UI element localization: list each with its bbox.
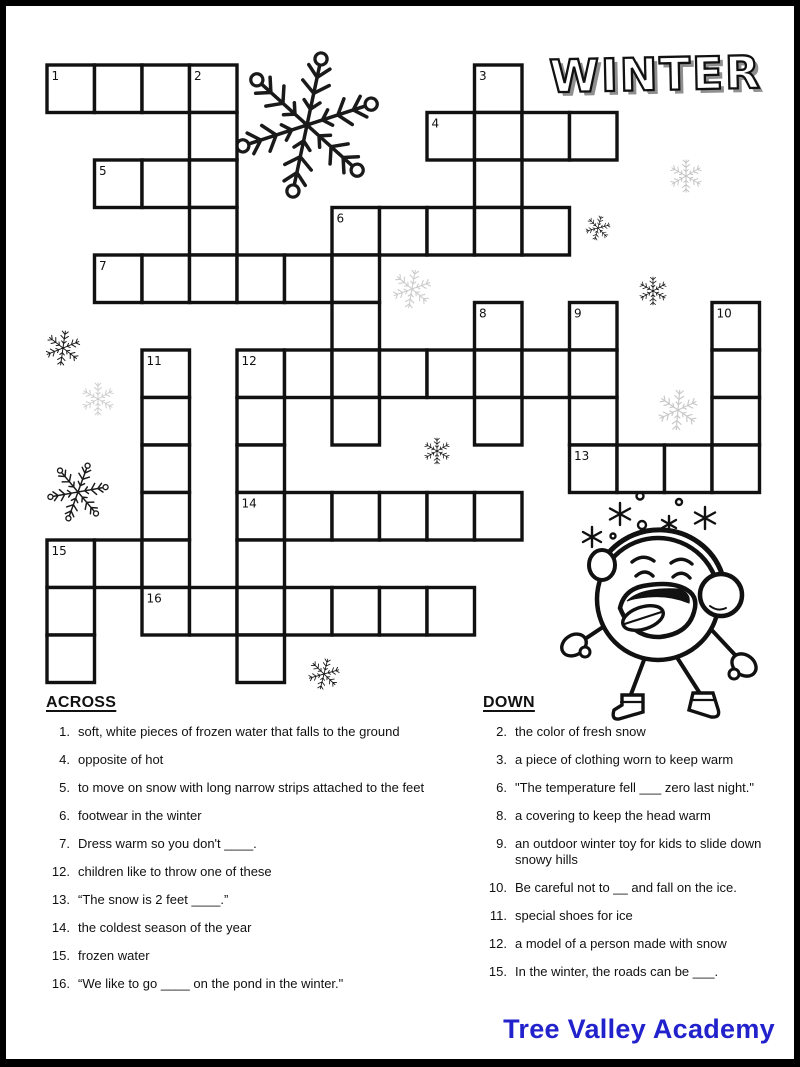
clue-item-12 [483, 936, 790, 952]
snowman-illustration [540, 478, 775, 730]
grid-cell-r4c2[interactable] [142, 255, 190, 303]
clue-number: 11. [489, 908, 507, 923]
down-heading: DOWN [483, 694, 535, 711]
clue-number: 10. [488, 880, 507, 895]
grid-cell-r7c11[interactable] [570, 398, 618, 446]
grid-cell-r9c9[interactable] [475, 493, 523, 541]
across-section [46, 694, 471, 1004]
grid-cell-r2c3[interactable] [190, 160, 238, 208]
clue-text: the color of fresh snow [515, 724, 646, 739]
clue-number: 14. [51, 920, 70, 935]
grid-cell-r6c5[interactable] [285, 350, 333, 398]
clue-item-6 [46, 808, 471, 824]
grid-cell-r3c3[interactable] [190, 208, 238, 256]
clue-item-11 [483, 908, 790, 924]
grid-cell-r9c7[interactable] [380, 493, 428, 541]
clue-number: 9. [496, 836, 507, 851]
grid-number-4: 4 [431, 116, 440, 131]
grid-cell-r11c3[interactable] [190, 588, 238, 636]
clue-number: 2. [496, 724, 507, 739]
grid-cell-r6c14[interactable] [712, 350, 760, 398]
clue-text: soft, white pieces of frozen water that falls to the ground [78, 724, 400, 739]
clue-item-14 [46, 920, 471, 936]
grid-number-9: 9 [574, 306, 582, 321]
grid-cell-r12c0[interactable] [47, 635, 95, 683]
grid-cell-r9c2[interactable] [142, 493, 190, 541]
grid-number-10: 10 [716, 306, 732, 321]
grid-cell-r3c9[interactable] [475, 208, 523, 256]
clue-number: 1. [59, 724, 70, 739]
clue-text: “The snow is 2 feet ____.” [78, 892, 229, 907]
clue-number: 6. [59, 808, 70, 823]
clue-item-7 [46, 836, 471, 852]
grid-cell-r10c2[interactable] [142, 540, 190, 588]
grid-number-1: 1 [51, 69, 60, 83]
clue-item-8 [483, 808, 790, 824]
grid-number-12: 12 [241, 354, 257, 368]
clue-text: children like to throw one of these [78, 864, 272, 879]
clue-item-13 [46, 892, 471, 908]
grid-cell-r3c8[interactable] [427, 208, 475, 256]
grid-cell-r10c4[interactable] [237, 540, 285, 588]
clue-text: opposite of hot [78, 752, 164, 767]
clue-item-16 [46, 976, 471, 992]
grid-cell-r11c4[interactable] [237, 588, 285, 636]
grid-cell-r12c4[interactable] [237, 635, 285, 683]
clue-item-15 [46, 948, 471, 964]
mitten-icon [558, 630, 591, 661]
clue-item-9 [483, 836, 790, 868]
clue-item-12 [46, 864, 471, 880]
grid-cell-r9c8[interactable] [427, 493, 475, 541]
clue-item-4 [46, 752, 471, 768]
clue-number: 7. [59, 836, 70, 851]
clue-item-5 [46, 780, 471, 796]
clue-text: In the winter, the roads can be ___. [515, 964, 719, 979]
grid-number-15: 15 [51, 544, 67, 558]
clue-text: special shoes for ice [515, 908, 633, 923]
grid-cell-r7c14[interactable] [712, 398, 760, 446]
page-title: WINTER [548, 45, 763, 104]
brand-footer: Tree Valley Academy [503, 1014, 775, 1044]
grid-cell-r1c11[interactable] [570, 113, 618, 161]
clue-text: footwear in the winter [78, 808, 202, 823]
grid-cell-r8c4[interactable] [237, 445, 285, 493]
grid-number-7: 7 [99, 259, 107, 273]
grid-cell-r11c8[interactable] [427, 588, 475, 636]
grid-cell-r0c2[interactable] [142, 65, 190, 113]
clue-number: 6. [496, 780, 507, 795]
grid-cell-r4c6[interactable] [332, 255, 380, 303]
grid-number-14: 14 [241, 496, 257, 511]
grid-number-5: 5 [99, 164, 107, 178]
grid-cell-r11c6[interactable] [332, 588, 380, 636]
clue-text: the coldest season of the year [78, 920, 252, 935]
grid-cell-r2c9[interactable] [475, 160, 523, 208]
grid-cell-r9c6[interactable] [332, 493, 380, 541]
grid-cell-r8c2[interactable] [142, 445, 190, 493]
grid-cell-r10c1[interactable] [95, 540, 143, 588]
clue-number: 12. [51, 864, 70, 879]
clue-text: a covering to keep the head warm [515, 808, 711, 823]
clue-number: 5. [59, 780, 70, 795]
clue-number: 13. [51, 892, 70, 907]
grid-number-2: 2 [194, 69, 202, 83]
clue-number: 15. [51, 948, 70, 963]
grid-number-6: 6 [336, 211, 345, 226]
clue-item-10 [483, 880, 790, 896]
grid-cell-r1c3[interactable] [190, 113, 238, 161]
clue-text: "The temperature fell ___ zero last night." [515, 780, 755, 795]
down-section [483, 694, 790, 992]
clue-item-1 [46, 724, 471, 740]
clue-number: 15. [488, 964, 507, 979]
clue-text: to move on snow with long narrow strips attached to the feet [78, 780, 425, 795]
clue-text: “We like to go ____ on the pond in the winter." [78, 976, 344, 991]
grid-cell-r0c1[interactable] [95, 65, 143, 113]
grid-cell-r1c10[interactable] [522, 113, 570, 161]
clue-text: a model of a person made with snow [515, 936, 727, 951]
clue-item-3 [483, 752, 790, 768]
grid-cell-r3c10[interactable] [522, 208, 570, 256]
grid-number-16: 16 [146, 591, 162, 606]
grid-cell-r6c8[interactable] [427, 350, 475, 398]
clue-text: a piece of clothing worn to keep warm [515, 752, 734, 767]
grid-cell-r7c6[interactable] [332, 398, 380, 446]
clue-text: an outdoor winter toy for kids to slide down snowy hills [515, 836, 762, 867]
grid-cell-r11c0[interactable] [47, 588, 95, 636]
earmuff-icon [589, 550, 615, 580]
clue-item-15 [483, 964, 790, 980]
clue-number: 4. [59, 752, 70, 767]
clue-number: 16. [51, 976, 70, 991]
grid-cell-r6c10[interactable] [522, 350, 570, 398]
grid-cell-r7c4[interactable] [237, 398, 285, 446]
grid-cell-r7c2[interactable] [142, 398, 190, 446]
grid-cell-r6c6[interactable] [332, 350, 380, 398]
grid-cell-r6c7[interactable] [380, 350, 428, 398]
clue-number: 3. [496, 752, 507, 767]
grid-number-13: 13 [574, 449, 590, 463]
grid-cell-r7c9[interactable] [475, 398, 523, 446]
grid-number-3: 3 [479, 69, 487, 83]
grid-cell-r4c4[interactable] [237, 255, 285, 303]
grid-cell-r4c3[interactable] [190, 255, 238, 303]
clue-number: 12. [488, 936, 507, 951]
grid-cell-r5c6[interactable] [332, 303, 380, 351]
grid-number-11: 11 [146, 354, 162, 368]
clue-number: 8. [496, 808, 507, 823]
grid-cell-r11c7[interactable] [380, 588, 428, 636]
clue-item-2 [483, 724, 790, 740]
clue-text: Dress warm so you don't ____. [78, 836, 257, 851]
grid-cell-r1c9[interactable] [475, 113, 523, 161]
grid-cell-r9c5[interactable] [285, 493, 333, 541]
across-list [46, 724, 471, 992]
down-list [483, 724, 790, 980]
clue-item-6 [483, 780, 790, 796]
clue-text: Be careful not to __ and fall on the ice. [515, 880, 737, 895]
grid-cell-r3c7[interactable] [380, 208, 428, 256]
grid-cell-r4c5[interactable] [285, 255, 333, 303]
grid-cell-r6c9[interactable] [475, 350, 523, 398]
grid-number-8: 8 [479, 306, 487, 321]
grid-cell-r6c11[interactable] [570, 350, 618, 398]
across-heading: ACROSS [46, 694, 117, 711]
clue-text: frozen water [78, 948, 150, 963]
grid-cell-r2c2[interactable] [142, 160, 190, 208]
grid-cell-r11c5[interactable] [285, 588, 333, 636]
